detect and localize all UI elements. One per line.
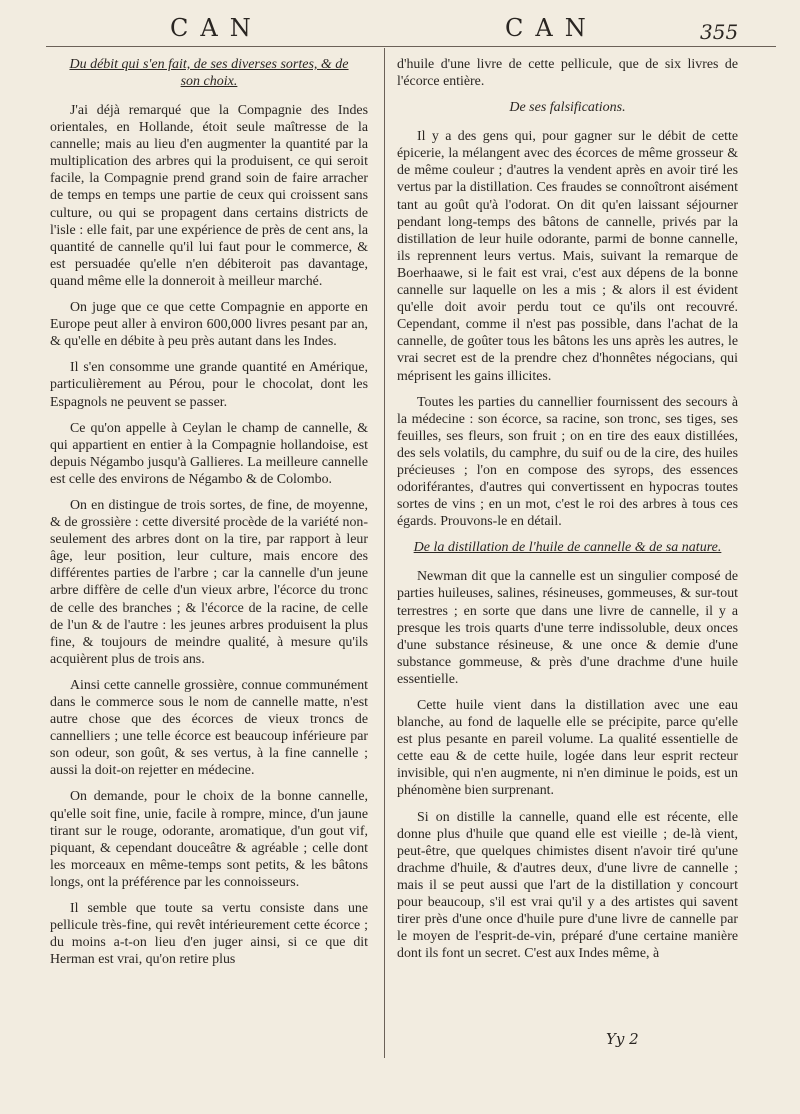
paragraph: J'ai déjà remarqué que la Compagnie des Indes orientales, en Hollande, étoit seule maîtresse de la cannelle; mais au lieu d'en augmenter la quantité par la multiplication des arbres qui la produisent, ce qui seroit facile, la Compagnie prend grand soin de faire arracher de temps en temps une partie de ceux qui croissent sans culture, ou qui se propagent dans certains districts de l'isle : elle fait, par une expérience de près de cent ans, la quantité de cannelle qu'il lui faut pour le commerce, & est persuadée qu'elle n'en débiteroit pas davantage, quand même elle la donneroit à meilleur marché. [50,103,368,289]
paragraph: On demande, pour le choix de la bonne cannelle, qu'elle soit fine, unie, facile à rompre, mince, d'un jaune tirant sur le rouge, odorante, aromatique, d'un gout vif, piquant, & cependant douceâtre & agréable ; celle dont les morceaux en même-temps sont petits, & les bâtons longs, ont la préférence par les connoisseurs. [50,789,368,890]
paragraph: Il semble que toute sa vertu consiste dans une pellicule très-fine, qui revêt intérieurement cette écorce ; du moins a-t-on lieu d'en juger ainsi, si ce que dit Herman est vrai, qu'on retire plus [50,901,368,968]
paragraph: Newman dit que la cannelle est un singulier composé de parties huileuses, salines, résineuses, gommeuses, & sur-tout terrestres ; en sorte que dans une livre de cannelle, il y a presque les trois quarts d'une terre indissoluble, deux onces d'une substance résineuse, & une once & demie d'une substance gommeuse, & près d'une drachme d'une huile essentielle. [397,569,738,687]
section-title: De la distillation de l'huile de cannelle & de sa nature. [413,540,722,556]
header-rule [46,46,776,47]
running-header [0,10,800,46]
paragraph: Toutes les parties du cannellier fournissent des secours à la médecine : son écorce, sa racine, son tronc, ses tiges, ses feuilles, ses fleurs, son fruit ; on en tire des eaux distillées, des sels volatils, du camphre, du suif ou de la cire, des huiles précieuses ; l'on en compose des syrops, des essences odoriférantes, d'autres qui convertissent en hypocras toutes sortes de vins ; en un mot, c'est le roi des arbres à tous ces égards. Prouvons-le en détail. [397,394,738,530]
header-right-word: CAN [505,14,598,42]
header-left-word: CAN [170,14,263,42]
paragraph: Il s'en consomme une grande quantité en Amérique, particulièrement au Pérou, pour le chocolat, dont les Espagnols ne peuvent se passer. [50,360,368,410]
section-title: De ses falsifications. [509,100,626,116]
column-divider [384,48,385,1058]
page-number: 355 [700,20,739,44]
paragraph: Si on distille la cannelle, quand elle est récente, elle donne plus d'huile que quand elle est vieille ; de-là vient, peut-être, que quelques chimistes disent n'avoir tiré qu'une drachme d'huile, & d'autres deux, d'une livre de cannelle ; mais il se peut aussi que l'art de la distillation y concourt pour beaucoup, s'il est vrai qu'il y a des artistes qui savent tirer près d'une once d'huile pure d'une livre de cannelle par le moyen de l'esprit-de-vin, préparé d'une certaine manière dont ils font un secret. C'est aux Indes même, à [397,809,738,962]
paragraph: On juge que ce que cette Compagnie en apporte en Europe peut aller à environ 600,000 livres pesant par an, & qu'elle en débite à peu près autant dans les Indes. [50,300,368,350]
paragraph: Ainsi cette cannelle grossière, connue communément dans le commerce sous le nom de cannelle matte, n'est autre chose que des écorces de vieux troncs de cannelliers ; une telle écorce est beaucoup inférieure par son odeur, son goût, & ses vertus, à la fine cannelle ; aussi la doit-on rejetter en médecine. [50,677,368,779]
paragraph: Cette huile vient dans la distillation avec une eau blanche, au fond de laquelle elle se précipite, parce qu'elle est plus pesante en pareil volume. La qualité essentielle de cette eau & de cette huile, logée dans leur esprit recteur invisible, qui n'en augmente, ni n'en diminue le poids, est un phénomène bien surprenant. [397,698,738,799]
paragraph: On en distingue de trois sortes, de fine, de moyenne, & de grossière : cette diversité procède de la variété non-seulement des arbres dont on la tire, par rapport à leur âge, leur position, leur culture, mais encore des différentes parties de l'arbre ; car la cannelle d'un jeune arbre diffère de celle d'un vieux arbre, l'écorce du tronc de celle des branches ; & l'écorce de la racine, de celle de l'un & de l'autre : les jeunes arbres produisent la plus fine, & toujours de meindre qualité, à mesure qu'ils acquièrent plus de trois ans. [50,497,368,667]
signature-mark: Yy 2 [606,1030,639,1048]
left-column [50,56,368,977]
paragraph: Il y a des gens qui, pour gagner sur le débit de cette épicerie, la mélangent avec des écorces de même grosseur & de même couleur ; d'autres la vendent après en avoir tiré les vertus par la distillation. Ces fraudes se connoîtront aisément tant au goût qu'à l'odorat. On dit qu'en laissant séjourner pendant long-temps des bâtons de cannelle, privés par la distillation de leur huile odorante, parmi de bonne cannelle, ils reprennent leurs vertus. Mais, suivant la remarque de Boerhaawe, si le fait est vrai, c'est aux dépens de la bonne cannelle sur laquelle on les a mis ; & alors il est évident qu'elle doit avoir perdu tout ce qu'ils ont recouvré. Cependant, comme il n'est pas possible, dans l'achat de la cannelle, de goûter tous les bâtons les uns après les autres, le vrai secret est de la prendre chez d'honnêtes négocians, qui méprisent les gains illicites. [397,129,738,384]
paragraph: Ce qu'on appelle à Ceylan le champ de cannelle, & qui appartient en entier à la Compagnie hollandoise, est depuis Négambo jusqu'à Gallieres. La meilleure cannelle est celle des environs de Négambo & de Colombo. [50,420,368,487]
paragraph-continuation: d'huile d'une livre de cette pellicule, que de six livres de l'écorce entière. [397,57,738,90]
section-title: Du débit qui s'en fait, de ses diverses sortes, & de son choix. [69,57,349,89]
right-column [397,56,738,971]
